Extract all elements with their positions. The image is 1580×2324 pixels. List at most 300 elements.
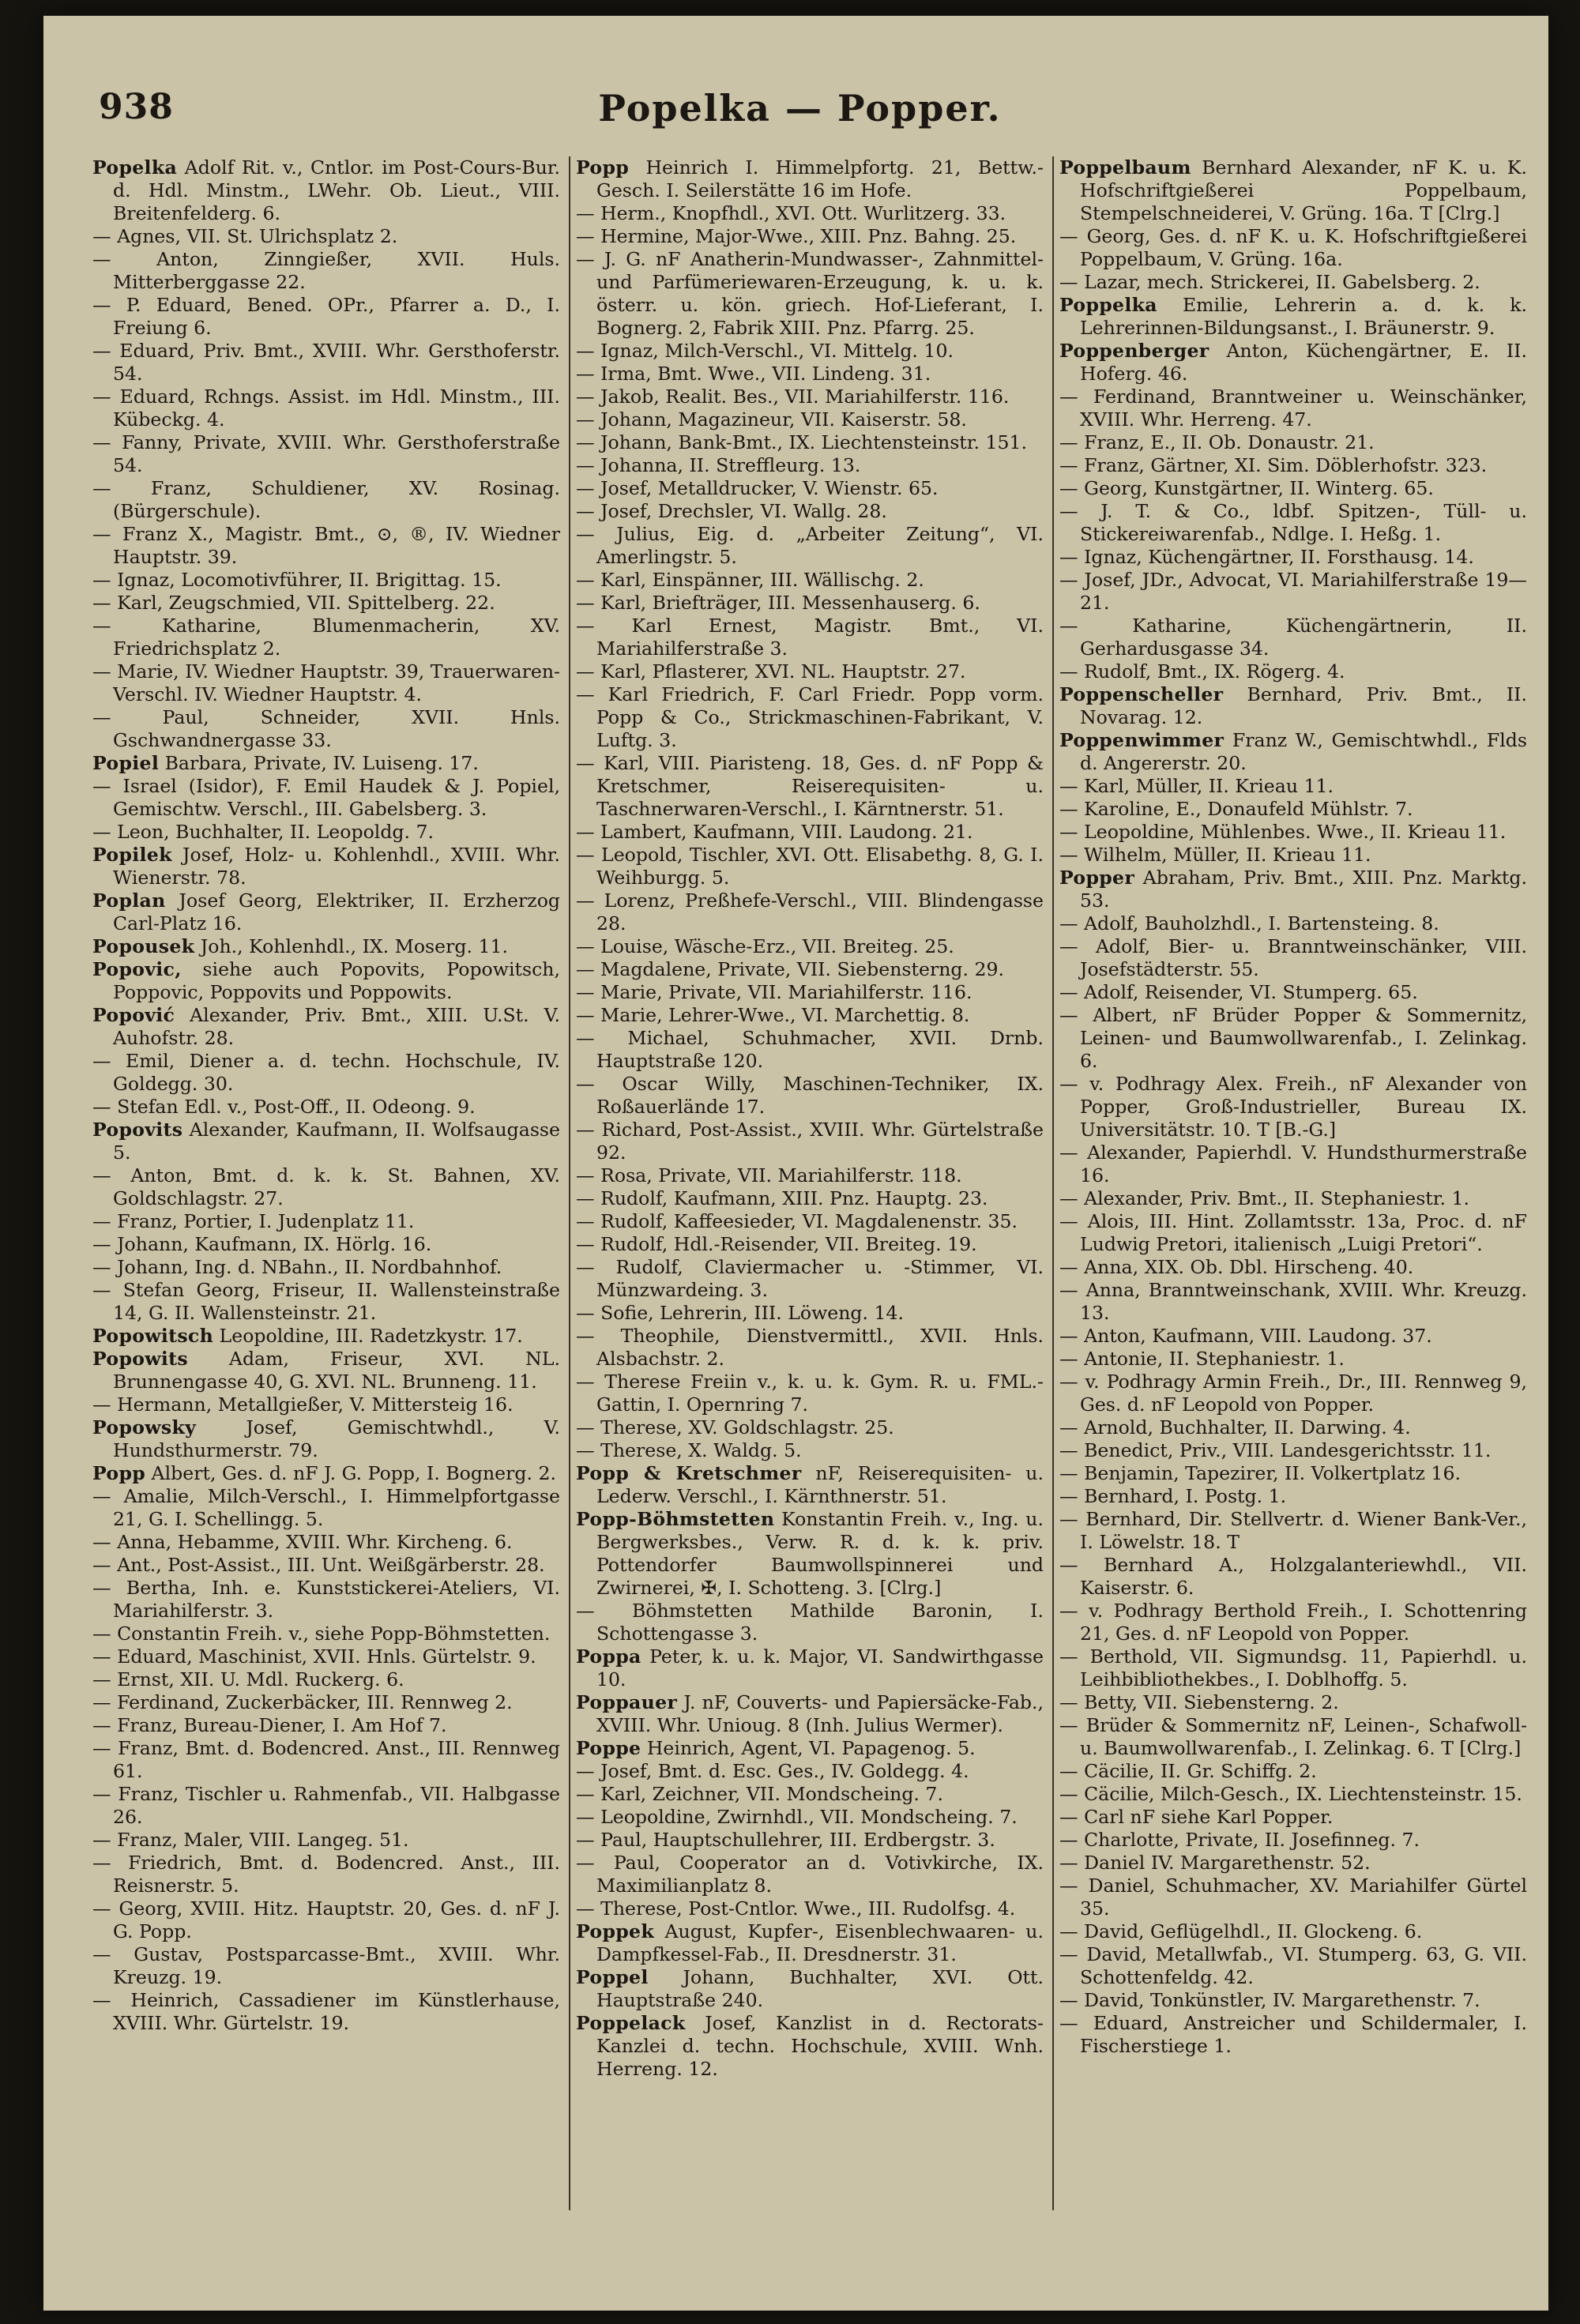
directory-entry xyxy=(1059,454,1527,477)
directory-entry xyxy=(576,363,1044,385)
directory-entry xyxy=(92,1852,560,1897)
directory-entry xyxy=(1059,1783,1527,1806)
entry-text: Barbara, Private, IV. Luiseng. 17. xyxy=(159,752,479,774)
entry-text: — David, Geflügelhdl., II. Glockeng. 6. xyxy=(1059,1920,1423,1942)
entry-text: — Franz, Portier, I. Judenplatz 11. xyxy=(92,1210,415,1232)
entry-surname: Popp xyxy=(92,1462,146,1484)
directory-entry xyxy=(1059,340,1527,385)
entry-text: — Adolf, Bauholzhdl., I. Bartensteing. 8. xyxy=(1059,912,1439,934)
directory-entry xyxy=(92,523,560,569)
directory-entry xyxy=(1059,569,1527,615)
entry-text: — Brüder & Sommernitz nF, Leinen-, Schafwoll- u. Baumwollwarenfab., I. Zelinkag. 6. T [Clrg.] xyxy=(1059,1714,1527,1759)
directory-entry xyxy=(1059,225,1527,271)
directory-entry xyxy=(92,1714,560,1737)
entry-text: siehe auch Popovits, Popowitsch, Poppovic, Poppovits und Poppowits. xyxy=(113,958,560,1003)
directory-entry xyxy=(576,431,1044,454)
directory-entry xyxy=(576,385,1044,408)
directory-entry xyxy=(92,1645,560,1668)
entry-text: Alexander, Kaufmann, II. Wolfsaugasse 5. xyxy=(113,1119,560,1164)
directory-entry xyxy=(1059,775,1527,798)
directory-entry xyxy=(92,1829,560,1852)
entry-text: — Rudolf, Kaffeesieder, VI. Magdalenenstr. 35. xyxy=(576,1210,1018,1232)
entry-text: — Anna, XIX. Ob. Dbl. Hirscheng. 40. xyxy=(1059,1256,1414,1278)
entry-text: — Eduard, Maschinist, XVII. Hnls. Gürtelstr. 9. xyxy=(92,1645,536,1668)
directory-entry xyxy=(576,2012,1044,2081)
directory-entry xyxy=(1059,1852,1527,1875)
entry-surname: Popousek xyxy=(92,935,195,957)
directory-entry xyxy=(92,1279,560,1325)
directory-entry xyxy=(92,1623,560,1645)
directory-entry xyxy=(92,1943,560,1989)
entry-text: — Eduard, Rchngs. Assist. im Hdl. Minstm., III. Kübeckg. 4. xyxy=(92,385,560,431)
entry-text: — Franz X., Magistr. Bmt., ⊙, ®, IV. Wiedner Hauptstr. 39. xyxy=(92,523,560,568)
directory-entry xyxy=(1059,156,1527,225)
directory-entry xyxy=(1059,294,1527,340)
directory-entry xyxy=(92,385,560,431)
directory-entry xyxy=(576,1852,1044,1897)
directory-entry xyxy=(576,844,1044,889)
entry-text: — Cäcilie, II. Gr. Schiffg. 2. xyxy=(1059,1760,1317,1782)
entry-text: — Hermann, Metallgießer, V. Mittersteig 16. xyxy=(92,1393,514,1416)
directory-entry xyxy=(576,1371,1044,1416)
entry-text: Johann, Buchhalter, XVI. Ott. Hauptstraße 240. xyxy=(596,1966,1044,2011)
entry-text: — Johann, Ing. d. NBahn., II. Nordbahnhof. xyxy=(92,1256,502,1278)
entry-text: — Therese Freiin v., k. u. k. Gym. R. u. FML.-Gattin, I. Opernring 7. xyxy=(576,1371,1044,1416)
directory-entry xyxy=(576,1829,1044,1852)
entry-text: — Richard, Post-Assist., XVIII. Whr. Gürtelstraße 92. xyxy=(576,1119,1044,1164)
directory-entry xyxy=(92,1554,560,1577)
directory-entry xyxy=(92,821,560,844)
directory-entry xyxy=(1059,1210,1527,1256)
entry-text: Albert, Ges. d. nF J. G. Popp, I. Bognerg. 2. xyxy=(145,1462,557,1484)
directory-entry xyxy=(92,1691,560,1714)
directory-entry xyxy=(1059,1004,1527,1073)
directory-entry xyxy=(1059,1920,1527,1943)
directory-entry xyxy=(576,1462,1044,1508)
entry-text: — Berthold, VII. Sigmundsg. 11, Papierhdl. u. Leihbibliothekbes., I. Doblhoffg. 5. xyxy=(1059,1645,1527,1690)
directory-entry xyxy=(92,294,560,340)
directory-entry xyxy=(576,752,1044,821)
directory-entry xyxy=(576,683,1044,752)
directory-entry xyxy=(1059,500,1527,546)
directory-entry xyxy=(92,615,560,660)
entry-text: — Anna, Branntweinschank, XVIII. Whr. Kreuzg. 13. xyxy=(1059,1279,1527,1324)
directory-entry xyxy=(576,958,1044,981)
directory-entry xyxy=(576,1164,1044,1187)
directory-entry xyxy=(1059,912,1527,935)
entry-surname: Popelka xyxy=(92,156,178,179)
entry-text: — Alois, III. Hint. Zollamtsstr. 13a, Proc. d. nF Ludwig Pretori, italienisch „Luigi Pretori“. xyxy=(1059,1210,1527,1255)
directory-entry xyxy=(92,1096,560,1119)
entry-surname: Poppenscheller xyxy=(1059,683,1224,705)
column-1 xyxy=(92,156,560,2289)
entry-text: — Karl, Zeugschmied, VII. Spittelberg. 22. xyxy=(92,592,495,614)
directory-entry xyxy=(576,1004,1044,1027)
directory-entry xyxy=(92,592,560,615)
entry-surname: Poppelack xyxy=(576,2012,686,2034)
entry-surname: Poppenwimmer xyxy=(1059,729,1224,751)
entry-text: Franz W., Gemischtwhdl., Flds d. Angererstr. 20. xyxy=(1080,729,1527,774)
entry-text: — Josef, Bmt. d. Esc. Ges., IV. Goldegg. 4. xyxy=(576,1760,969,1782)
entry-text: — Heinrich, Cassadiener im Künstlerhause, XVIII. Whr. Gürtelstr. 19. xyxy=(92,1989,560,2034)
page-number: 938 xyxy=(99,87,174,127)
entry-text: — Hermine, Major-Wwe., XIII. Pnz. Bahng. 25. xyxy=(576,225,1017,247)
directory-entry xyxy=(92,1348,560,1393)
entry-text: Konstantin Freih. v., Ing. u. Bergwerksbes., Verw. R. d. k. k. priv. Pottendorfer Baumwollspinnerei und Zwirnerei, ✠, I. Schotteng. 3. [Clrg.] xyxy=(596,1508,1044,1599)
directory-entry xyxy=(576,1691,1044,1737)
entry-text: — Stefan Georg, Friseur, II. Wallensteinstraße 14, G. II. Wallensteinstr. 21. xyxy=(92,1279,560,1324)
entry-text: — Ferdinand, Zuckerbäcker, III. Rennweg 2. xyxy=(92,1691,513,1713)
directory-entry xyxy=(576,1302,1044,1325)
directory-entry xyxy=(1059,844,1527,867)
entry-text: Joh., Kohlenhdl., IX. Moserg. 11. xyxy=(194,935,509,957)
entry-surname: Poppelbaum xyxy=(1059,156,1191,179)
entry-text: J. nF, Couverts- und Papiersäcke-Fab., XVIII. Whr. Unioug. 8 (Inh. Julius Wermer). xyxy=(596,1691,1044,1736)
entry-text: — Benedict, Priv., VIII. Landesgerichtsstr. 11. xyxy=(1059,1439,1492,1461)
directory-entry xyxy=(1059,1462,1527,1485)
directory-entry xyxy=(576,935,1044,958)
directory-entry xyxy=(1059,1989,1527,2012)
entry-text: — Rudolf, Bmt., IX. Rögerg. 4. xyxy=(1059,660,1345,683)
directory-entry xyxy=(1059,798,1527,821)
directory-entry xyxy=(92,1233,560,1256)
directory-entry xyxy=(576,1027,1044,1073)
entry-text: — Marie, Private, VII. Mariahilferstr. 116. xyxy=(576,981,972,1003)
entry-text: nF, Reiserequisiten- u. Lederw. Verschl., I. Kärnthnerstr. 51. xyxy=(596,1462,1044,1507)
directory-entry xyxy=(576,1416,1044,1439)
entry-text: — Alexander, Priv. Bmt., II. Stephaniestr. 1. xyxy=(1059,1187,1469,1209)
directory-entry xyxy=(1059,1554,1527,1600)
entry-text: — Paul, Schneider, XVII. Hnls. Gschwandnergasse 33. xyxy=(92,706,560,751)
directory-entry xyxy=(1059,1875,1527,1920)
entry-text: — Antonie, II. Stephaniestr. 1. xyxy=(1059,1348,1345,1370)
directory-entry xyxy=(576,615,1044,660)
directory-entry xyxy=(1059,477,1527,500)
directory-entry xyxy=(576,408,1044,431)
entry-text: — Friedrich, Bmt. d. Bodencred. Anst., III. Reisnerstr. 5. xyxy=(92,1852,560,1897)
entry-text: — Leon, Buchhalter, II. Leopoldg. 7. xyxy=(92,821,434,843)
directory-entry xyxy=(576,202,1044,225)
entry-text: — J. G. nF Anatherin-Mundwasser-, Zahnmittel- und Parfümeriewaren-Erzeugung, k. u. k. österr. u. kön. griech. Hof-Lieferant, I. Bognerg. 2, Fabrik XIII. Pnz. Pfarrg. 25. xyxy=(576,248,1044,339)
directory-entry xyxy=(92,1668,560,1691)
entry-text: — Amalie, Milch-Verschl., I. Himmelpfortgasse 21, G. I. Schellingg. 5. xyxy=(92,1485,560,1530)
entry-text: — Karoline, E., Donaufeld Mühlstr. 7. xyxy=(1059,798,1413,820)
entry-text: — Franz, Tischler u. Rahmenfab., VII. Halbgasse 26. xyxy=(92,1783,560,1828)
entry-text: — Ignaz, Küchengärtner, II. Forsthausg. 14. xyxy=(1059,546,1474,568)
directory-entry xyxy=(576,660,1044,683)
entry-text: — Böhmstetten Mathilde Baronin, I. Schottengasse 3. xyxy=(576,1600,1044,1645)
entry-surname: Popowits xyxy=(92,1348,188,1370)
entry-text: Alexander, Priv. Bmt., XIII. U.St. V. Auhofstr. 28. xyxy=(113,1004,560,1049)
entry-text: — Irma, Bmt. Wwe., VII. Lindeng. 31. xyxy=(576,363,931,385)
directory-entry xyxy=(92,958,560,1004)
entry-text: Josef, Holz- u. Kohlenhdl., XVIII. Whr. Wienerstr. 78. xyxy=(113,844,560,889)
entry-surname: Popović xyxy=(92,1004,175,1026)
directory-entry xyxy=(1059,660,1527,683)
entry-text: — Herm., Knopfhdl., XVI. Ott. Wurlitzerg. 33. xyxy=(576,202,1006,224)
entry-text: — Michael, Schuhmacher, XVII. Drnb. Hauptstraße 120. xyxy=(576,1027,1044,1072)
entry-text: — Franz, Bureau-Diener, I. Am Hof 7. xyxy=(92,1714,447,1736)
entry-surname: Popp xyxy=(576,156,630,179)
directory-entry xyxy=(92,1256,560,1279)
entry-text: — Ferdinand, Branntweiner u. Weinschänker, XVIII. Whr. Herreng. 47. xyxy=(1059,385,1527,431)
entry-text: — Karl, Briefträger, III. Messenhauserg. 6. xyxy=(576,592,980,614)
entry-text: — Eduard, Anstreicher und Schildermaler, I. Fischerstiege 1. xyxy=(1059,2012,1527,2057)
directory-entry xyxy=(1059,1645,1527,1691)
directory-entry xyxy=(92,935,560,958)
directory-entry xyxy=(1059,1806,1527,1829)
entry-surname: Popper xyxy=(1059,867,1135,889)
entry-text: — v. Podhragy Berthold Freih., I. Schottenring 21, Ges. d. nF Leopold von Popper. xyxy=(1059,1600,1527,1645)
entry-text: — Therese, XV. Goldschlagstr. 25. xyxy=(576,1416,894,1438)
entry-surname: Popiel xyxy=(92,752,160,774)
directory-entry xyxy=(576,1920,1044,1966)
entry-text: — Anton, Bmt. d. k. k. St. Bahnen, XV. Goldschlagstr. 27. xyxy=(92,1164,560,1209)
directory-entry xyxy=(92,1325,560,1348)
directory-entry xyxy=(576,1737,1044,1760)
entry-text: — J. T. & Co., ldbf. Spitzen-, Tüll- u. Stickereiwarenfab., Ndlge. I. Heßg. 1. xyxy=(1059,500,1527,545)
column-2 xyxy=(576,156,1044,2289)
directory-entry xyxy=(92,225,560,248)
entry-text: — Magdalene, Private, VII. Siebensterng. 29. xyxy=(576,958,1005,980)
entry-text: — Johanna, II. Streffleurg. 13. xyxy=(576,454,861,476)
entry-text: — Katharine, Küchengärtnerin, II. Gerhardusgasse 34. xyxy=(1059,615,1527,660)
entry-text: — Karl, VIII. Piaristeng. 18, Ges. d. nF Popp & Kretschmer, Reiserequisiten- u. Taschnerwaren-Verschl., I. Kärntnerstr. 51. xyxy=(576,752,1044,820)
directory-entry xyxy=(576,569,1044,592)
directory-entry xyxy=(92,752,560,775)
entry-text: — Anton, Zinngießer, XVII. Huls. Mitterberggasse 22. xyxy=(92,248,560,293)
entry-text: — Josef, JDr., Advocat, VI. Mariahilferstraße 19—21. xyxy=(1059,569,1527,614)
directory-entry xyxy=(576,1119,1044,1164)
directory-entry xyxy=(92,340,560,385)
entry-surname: Popp-Böhmstetten xyxy=(576,1508,775,1530)
entry-text: — Agnes, VII. St. Ulrichsplatz 2. xyxy=(92,225,398,247)
directory-entry xyxy=(92,1577,560,1623)
entry-text: — Emil, Diener a. d. techn. Hochschule, IV. Goldegg. 30. xyxy=(92,1050,560,1095)
directory-entry xyxy=(576,454,1044,477)
directory-entry xyxy=(92,1531,560,1554)
directory-entry xyxy=(576,523,1044,569)
directory-entry xyxy=(576,1439,1044,1462)
entry-text: — Charlotte, Private, II. Josefinneg. 7. xyxy=(1059,1829,1420,1851)
directory-entry xyxy=(576,1806,1044,1829)
entry-text: — Julius, Eig. d. „Arbeiter Zeitung“, VI. Amerlingstr. 5. xyxy=(576,523,1044,568)
entry-text: Emilie, Lehrerin a. d. k. k. Lehrerinnen-Bildungsanst., I. Bräunerstr. 9. xyxy=(1080,294,1527,339)
entry-text: — Arnold, Buchhalter, II. Darwing. 4. xyxy=(1059,1416,1411,1438)
entry-text: August, Kupfer-, Eisenblechwaaren- u. Dampfkessel-Fab., II. Dresdnerstr. 31. xyxy=(596,1920,1044,1965)
directory-entry xyxy=(1059,615,1527,660)
entry-text: — Ant., Post-Assist., III. Unt. Weißgärberstr. 28. xyxy=(92,1554,545,1576)
entry-text: — Carl nF siehe Karl Popper. xyxy=(1059,1806,1334,1828)
directory-entry xyxy=(92,889,560,935)
entry-text: Bernhard, Priv. Bmt., II. Novarag. 12. xyxy=(1080,683,1527,728)
directory-entry xyxy=(92,1989,560,2035)
directory-entry xyxy=(1059,1508,1527,1554)
entry-text: — Rudolf, Hdl.-Reisender, VII. Breiteg. 19. xyxy=(576,1233,977,1255)
directory-entry xyxy=(1059,1416,1527,1439)
entry-text: — Katharine, Blumenmacherin, XV. Friedrichsplatz 2. xyxy=(92,615,560,660)
entry-text: — Franz, Gärtner, XI. Sim. Döblerhofstr. 323. xyxy=(1059,454,1488,476)
directory-entry xyxy=(576,477,1044,500)
column-divider xyxy=(569,156,570,2210)
directory-entry xyxy=(1059,1325,1527,1348)
directory-entry xyxy=(92,844,560,889)
entry-text: — Benjamin, Tapezirer, II. Volkertplatz 16. xyxy=(1059,1462,1461,1484)
entry-text: — Anna, Hebamme, XVIII. Whr. Kircheng. 6. xyxy=(92,1531,513,1553)
entry-text: — Wilhelm, Müller, II. Krieau 11. xyxy=(1059,844,1371,866)
directory-entry xyxy=(576,1897,1044,1920)
directory-entry xyxy=(1059,867,1527,912)
directory-entry xyxy=(92,431,560,477)
entry-text: — Sofie, Lehrerin, III. Löweng. 14. xyxy=(576,1302,905,1324)
directory-entry xyxy=(576,592,1044,615)
directory-entry xyxy=(576,248,1044,340)
directory-columns xyxy=(92,156,1532,2289)
directory-entry xyxy=(1059,821,1527,844)
directory-entry xyxy=(92,156,560,225)
directory-entry xyxy=(1059,729,1527,775)
entry-text: — Lambert, Kaufmann, VIII. Laudong. 21. xyxy=(576,821,973,843)
directory-entry xyxy=(576,1966,1044,2012)
entry-surname: Popovits xyxy=(92,1119,183,1141)
entry-text: — Ignaz, Locomotivführer, II. Brigittag. 15. xyxy=(92,569,502,591)
directory-entry xyxy=(92,1164,560,1210)
directory-entry xyxy=(92,1004,560,1050)
directory-page xyxy=(43,16,1548,2311)
entry-text: — Johann, Magazineur, VII. Kaiserstr. 58. xyxy=(576,408,967,431)
directory-entry xyxy=(576,981,1044,1004)
entry-text: — Cäcilie, Milch-Gesch., IX. Liechtensteinstr. 15. xyxy=(1059,1783,1522,1805)
entry-surname: Poppel xyxy=(576,1966,649,1988)
entry-text: — v. Podhragy Alex. Freih., nF Alexander von Popper, Groß-Industrieller, Bureau IX. Universitätstr. 10. T [B.-G.] xyxy=(1059,1073,1527,1141)
column-divider xyxy=(1052,156,1054,2210)
directory-entry xyxy=(92,1897,560,1943)
entry-text: Heinrich, Agent, VI. Papagenog. 5. xyxy=(641,1737,976,1759)
directory-entry xyxy=(1059,431,1527,454)
directory-entry xyxy=(576,156,1044,202)
entry-surname: Popilek xyxy=(92,844,172,866)
entry-text: — Franz, Schuldiener, XV. Rosinag. (Bürgerschule). xyxy=(92,477,560,522)
entry-surname: Poppauer xyxy=(576,1691,678,1713)
directory-entry xyxy=(1059,2012,1527,2058)
entry-text: — Gustav, Postsparcasse-Bmt., XVIII. Whr. Kreuzg. 19. xyxy=(92,1943,560,1988)
entry-text: — Ernst, XII. U. Mdl. Ruckerg. 6. xyxy=(92,1668,404,1690)
directory-entry xyxy=(92,1462,560,1485)
entry-text: — Rudolf, Kaufmann, XIII. Pnz. Hauptg. 23. xyxy=(576,1187,988,1209)
entry-text: — Johann, Kaufmann, IX. Hörlg. 16. xyxy=(92,1233,432,1255)
directory-entry xyxy=(92,248,560,294)
entry-text: — Georg, XVIII. Hitz. Hauptstr. 20, Ges. d. nF J. G. Popp. xyxy=(92,1897,560,1942)
directory-entry xyxy=(92,775,560,821)
directory-entry xyxy=(92,660,560,706)
page-header xyxy=(99,87,1501,142)
entry-text: Josef, Gemischtwhdl., V. Hundsthurmerstr. 79. xyxy=(113,1416,560,1461)
directory-entry xyxy=(576,1073,1044,1119)
entry-text: — Stefan Edl. v., Post-Off., II. Odeong. 9. xyxy=(92,1096,476,1118)
entry-text: Anton, Küchengärtner, E. II. Hoferg. 46. xyxy=(1080,340,1527,385)
entry-text: — Bernhard, I. Postg. 1. xyxy=(1059,1485,1287,1507)
entry-text: — Oscar Willy, Maschinen-Techniker, IX. Roßauerlände 17. xyxy=(576,1073,1044,1118)
directory-entry xyxy=(1059,981,1527,1004)
directory-entry xyxy=(1059,1073,1527,1141)
entry-text: — Georg, Kunstgärtner, II. Winterg. 65. xyxy=(1059,477,1434,499)
entry-text: — Marie, IV. Wiedner Hauptstr. 39, Trauerwaren-Verschl. IV. Wiedner Hauptstr. 4. xyxy=(92,660,560,705)
entry-text: Peter, k. u. k. Major, VI. Sandwirthgasse 10. xyxy=(596,1645,1044,1690)
directory-entry xyxy=(92,477,560,523)
entry-text: — Bernhard A., Holzgalanteriewhdl., VII. Kaiserstr. 6. xyxy=(1059,1554,1527,1599)
entry-text: — Daniel, Schuhmacher, XV. Mariahilfer Gürtel 35. xyxy=(1059,1875,1527,1920)
entry-text: — Louise, Wäsche-Erz., VII. Breiteg. 25. xyxy=(576,935,954,957)
entry-text: — Betty, VII. Siebensterng. 2. xyxy=(1059,1691,1339,1713)
column-3 xyxy=(1059,156,1527,2289)
directory-entry xyxy=(1059,1279,1527,1325)
directory-entry xyxy=(1059,1714,1527,1760)
directory-entry xyxy=(576,340,1044,363)
directory-entry xyxy=(1059,385,1527,431)
entry-text: Abraham, Priv. Bmt., XIII. Pnz. Marktg. 53. xyxy=(1080,867,1527,912)
entry-text: — Paul, Cooperator an d. Votivkirche, IX. Maximilianplatz 8. xyxy=(576,1852,1044,1897)
entry-text: — Leopold, Tischler, XVI. Ott. Elisabethg. 8, G. I. Weihburgg. 5. xyxy=(576,844,1044,889)
directory-entry xyxy=(92,1119,560,1164)
entry-text: — Josef, Metalldrucker, V. Wienstr. 65. xyxy=(576,477,939,499)
directory-entry xyxy=(576,1233,1044,1256)
directory-entry xyxy=(576,1325,1044,1371)
entry-text: — Franz, Maler, VIII. Langeg. 51. xyxy=(92,1829,409,1851)
entry-text: — Karl Friedrich, F. Carl Friedr. Popp vorm. Popp & Co., Strickmaschinen-Fabrikant, V. Luftg. 3. xyxy=(576,683,1044,751)
entry-text: — Therese, Post-Cntlor. Wwe., III. Rudolfsg. 4. xyxy=(576,1897,1016,1920)
entry-surname: Poplan xyxy=(92,889,166,912)
entry-text: — Bernhard, Dir. Stellvertr. d. Wiener Bank-Ver., I. Löwelstr. 18. T xyxy=(1059,1508,1527,1553)
directory-entry xyxy=(92,1210,560,1233)
entry-surname: Popowitsch xyxy=(92,1325,214,1347)
directory-entry xyxy=(92,1783,560,1829)
entry-text: Heinrich I. Himmelpfortg. 21, Bettw.-Gesch. I. Seilerstätte 16 im Hofe. xyxy=(596,156,1044,201)
entry-text: — Josef, Drechsler, VI. Wallg. 28. xyxy=(576,500,887,522)
entry-text: — Constantin Freih. v., siehe Popp-Böhmstetten. xyxy=(92,1623,551,1645)
directory-entry xyxy=(1059,1187,1527,1210)
entry-text: Leopoldine, III. Radetzkystr. 17. xyxy=(213,1325,523,1347)
directory-entry xyxy=(576,1600,1044,1645)
directory-entry xyxy=(1059,546,1527,569)
entry-text: — Karl, Pflasterer, XVI. NL. Hauptstr. 27. xyxy=(576,660,966,683)
directory-entry xyxy=(576,1783,1044,1806)
entry-text: — Rosa, Private, VII. Mariahilferstr. 118. xyxy=(576,1164,962,1186)
directory-entry xyxy=(576,821,1044,844)
entry-text: Adolf Rit. v., Cntlor. im Post-Cours-Bur. d. Hdl. Minstm., LWehr. Ob. Lieut., VIII. Breitenfelderg. 6. xyxy=(113,156,560,224)
entry-text: Adam, Friseur, XVI. NL. Brunnengasse 40, G. XVI. NL. Brunneng. 11. xyxy=(113,1348,560,1393)
directory-entry xyxy=(1059,1485,1527,1508)
entry-surname: Poppelka xyxy=(1059,294,1157,316)
entry-text: — Fanny, Private, XVIII. Whr. Gersthoferstraße 54. xyxy=(92,431,560,476)
entry-text: — Ignaz, Milch-Verschl., VI. Mittelg. 10. xyxy=(576,340,954,362)
entry-text: — v. Podhragy Armin Freih., Dr., III. Rennweg 9, Ges. d. nF Leopold von Popper. xyxy=(1059,1371,1527,1416)
entry-text: — Jakob, Realit. Bes., VII. Mariahilferstr. 116. xyxy=(576,385,1010,408)
directory-entry xyxy=(92,1737,560,1783)
entry-text: — Therese, X. Waldg. 5. xyxy=(576,1439,802,1461)
entry-surname: Poppek xyxy=(576,1920,654,1942)
directory-entry xyxy=(92,569,560,592)
directory-entry xyxy=(1059,1439,1527,1462)
directory-entry xyxy=(1059,1760,1527,1783)
directory-entry xyxy=(1059,1256,1527,1279)
entry-text: — Theophile, Dienstvermittl., XVII. Hnls. Alsbachstr. 2. xyxy=(576,1325,1044,1370)
entry-text: — Daniel IV. Margarethenstr. 52. xyxy=(1059,1852,1371,1874)
entry-text: — Bertha, Inh. e. Kunststickerei-Ateliers, VI. Mariahilferstr. 3. xyxy=(92,1577,560,1622)
directory-entry xyxy=(576,1256,1044,1302)
entry-text: — Adolf, Reisender, VI. Stumperg. 65. xyxy=(1059,981,1418,1003)
directory-entry xyxy=(92,1393,560,1416)
directory-entry xyxy=(1059,1691,1527,1714)
